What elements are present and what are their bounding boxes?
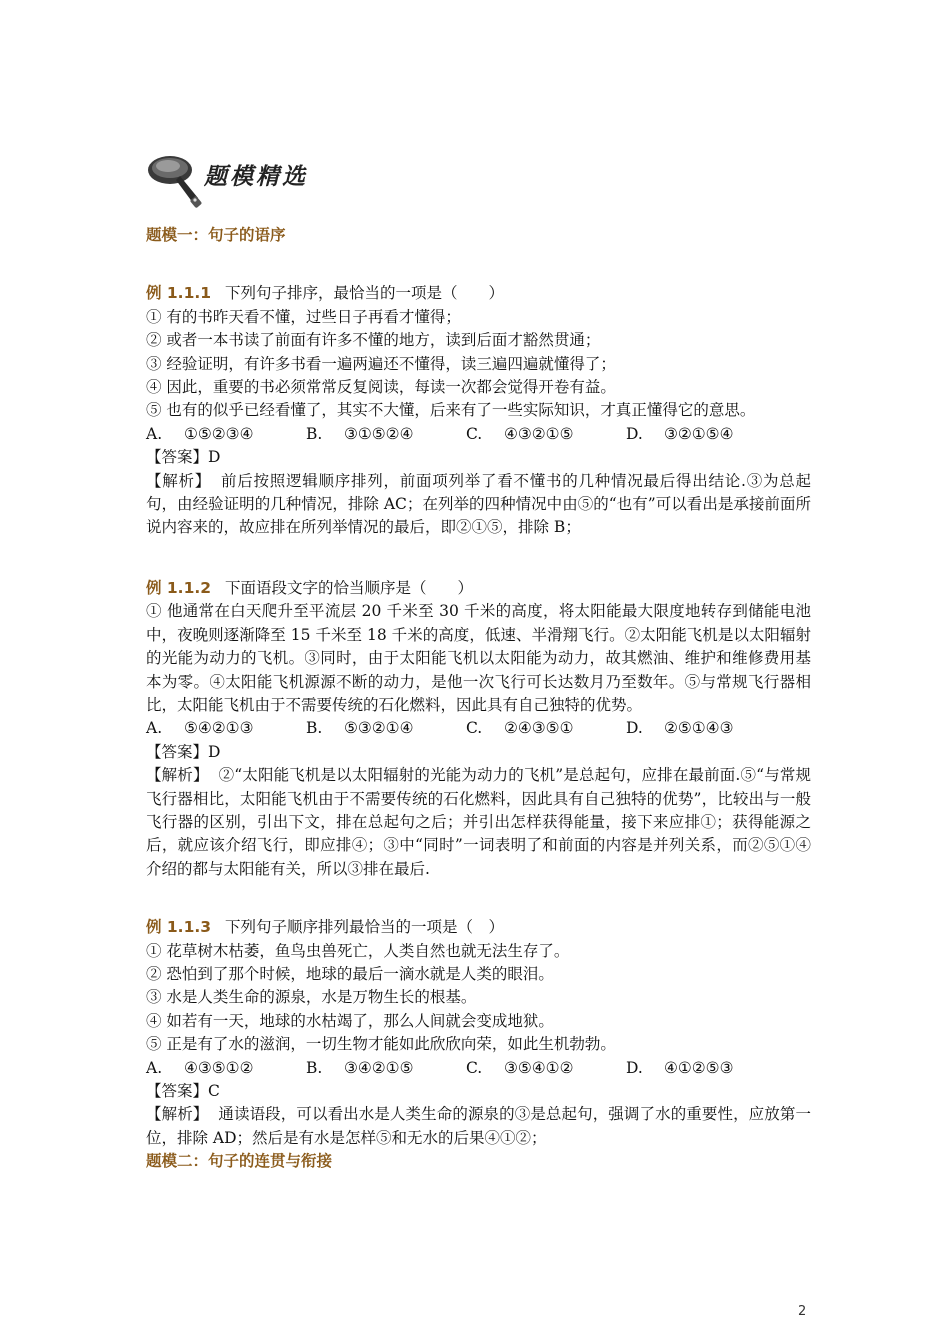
option-d: D. ③②①⑤④ <box>626 424 734 443</box>
example-label: 例 1.1.1 <box>146 284 212 303</box>
analysis: 【解析】 前后按照逻辑顺序排列，前面项列举了看不懂书的几种情况最后得出结论.③为总起句，由经验证明的几种情况，排除 AC；在列举的四种情况中由⑤的“也有”可以看出是承接前面所说内容来的，故应排在所列举情况的最后，即②①⑤，排除 B； <box>146 471 811 537</box>
example-block <box>146 916 811 1150</box>
banner-title: 题模精选 <box>204 163 308 190</box>
option-c: C. ④③②①⑤ <box>466 424 574 443</box>
answer-options <box>146 1057 811 1080</box>
answer-options <box>146 717 811 740</box>
section-banner <box>146 150 346 212</box>
list-item: ② 恐怕到了那个时候，地球的最后一滴水就是人类的眼泪。 <box>146 964 554 983</box>
answer: 【答案】D <box>146 742 221 761</box>
analysis: 【解析】 ②“太阳能飞机是以太阳辐射的光能为动力的飞机”是总起句，应排在最前面.⑤“与常规飞行器相比，太阳能飞机由于不需要传统的石化燃料，因此具有自己独特的优势”，比较出与一般飞行器的区别，引出下文，排在总起句之后；并引出怎样获得能量，接下来应排①；获得能源之后，就应该介绍飞行，即应排④；③中“同时”一词表明了和前面的内容是并列关系，而②⑤①④介绍的都与太阳能有关，所以③排在最后. <box>146 766 811 878</box>
section-title: 题模二：句子的连贯与衔接 <box>146 1152 333 1171</box>
example-question: 下列句子排序，最恰当的一项是（ ） <box>225 284 505 303</box>
list-item: ③ 水是人类生命的源泉，水是万物生长的根基。 <box>146 988 477 1007</box>
example-block <box>146 282 811 539</box>
section-title: 题模一：句子的语序 <box>146 226 286 244</box>
frying-pan-icon <box>146 150 206 212</box>
option-c: C. ③⑤④①② <box>466 1058 574 1077</box>
option-b: B. ③①⑤②④ <box>306 424 414 443</box>
answer: 【答案】C <box>146 1082 220 1100</box>
option-d: D. ②⑤①④③ <box>626 719 734 738</box>
list-item: ① 花草树木枯萎，鱼鸟虫兽死亡，人类自然也就无法生存了。 <box>146 941 570 960</box>
option-a: A. ④③⑤①② <box>146 1058 254 1077</box>
example-header <box>146 577 811 600</box>
list-item: ① 有的书昨天看不懂，过些日子再看才懂得； <box>146 307 461 326</box>
list-item: ④ 如若有一天，地球的水枯竭了，那么人间就会变成地狱。 <box>146 1011 554 1030</box>
list-item: ⑤ 正是有了水的滋润，一切生物才能如此欣欣向荣，如此生机勃勃。 <box>146 1035 616 1054</box>
list-item: ③ 经验证明，有许多书看一遍两遍还不懂得，读三遍四遍就懂得了； <box>146 354 616 373</box>
option-b: B. ③④②①⑤ <box>306 1058 414 1077</box>
list-item: ④ 因此，重要的书必须常常反复阅读，每读一次都会觉得开卷有益。 <box>146 378 616 397</box>
list-item: ⑤ 也有的似乎已经看懂了，其实不大懂，后来有了一些实际知识，才真正懂得它的意思。 <box>146 401 756 420</box>
main-content <box>146 224 811 1174</box>
example-label: 例 1.1.2 <box>146 578 212 597</box>
option-c: C. ②④③⑤① <box>466 719 574 738</box>
answer: 【答案】D <box>146 448 221 467</box>
example-block <box>146 577 811 881</box>
option-b: B. ⑤③②①④ <box>306 719 414 738</box>
answer-options <box>146 423 811 446</box>
example-header <box>146 916 811 939</box>
option-a: A. ①⑤②③④ <box>146 424 254 443</box>
passage: ① 他通常在白天爬升至平流层 20 千米至 30 千米的高度，将太阳能最大限度地转存到储能电池中，夜晚则逐渐降至 15 千米至 18 千米的高度，低速、半滑翔飞行。②太阳能飞机是以太阳辐射的光能为动力的飞机。③同时，由于太阳能飞机以太阳能为动力，故其燃油、维护和维修费用基本为零。④太阳能飞机源源不断的动力，是他一次飞行可长达数月乃至数年。⑤与常规飞行器相比，太阳能飞机由于不需要传统的石化燃料，因此具有自己独特的优势。 <box>146 602 811 714</box>
analysis: 【解析】 通读语段，可以看出水是人类生命的源泉的③是总起句，强调了水的重要性，应放第一位，排除 AD；然后是有水是怎样⑤和无水的后果④①②； <box>146 1105 811 1147</box>
example-question: 下列句子顺序排列最恰当的一项是（ ） <box>225 918 505 937</box>
option-a: A. ⑤④②①③ <box>146 719 254 738</box>
example-header <box>146 282 811 305</box>
example-question: 下面语段文字的恰当顺序是（ ） <box>225 578 474 597</box>
option-d: D. ④①②⑤③ <box>626 1058 734 1077</box>
example-label: 例 1.1.3 <box>146 918 212 937</box>
list-item: ② 或者一本书读了前面有许多不懂的地方，读到后面才豁然贯通； <box>146 331 601 350</box>
page-number: 2 <box>798 1304 807 1319</box>
